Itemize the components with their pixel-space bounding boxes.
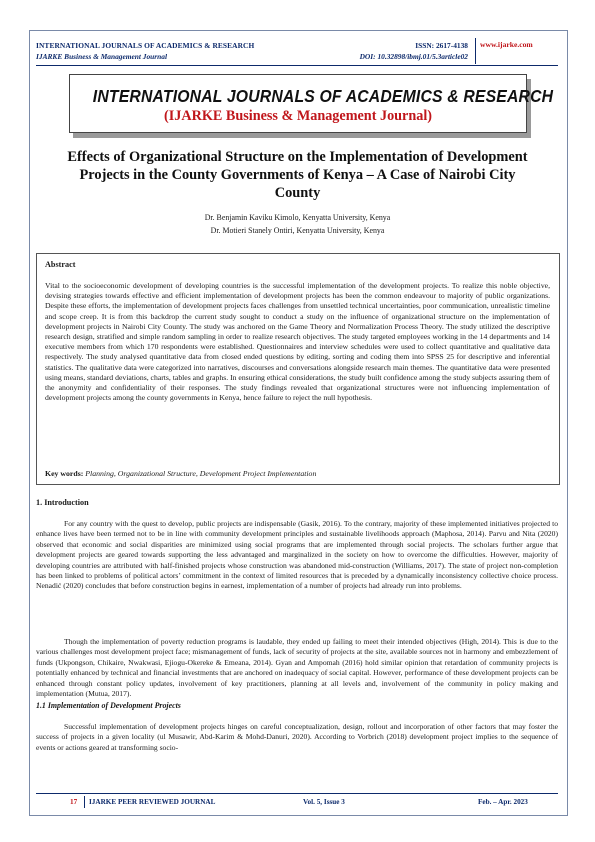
author-1: Dr. Benjamin Kaviku Kimolo, Kenyatta University, Kenya: [204, 213, 391, 222]
header-rule: [36, 65, 558, 66]
article-title: Effects of Organizational Structure on the Implementation of Development Projects in the County Governments of Kenya – A Case of Nairobi City County: [67, 149, 528, 201]
keywords-label: Key words:: [45, 469, 84, 478]
section-heading-introduction: 1. Introduction: [36, 498, 89, 507]
header-website-link[interactable]: www.ijarke.com: [480, 40, 533, 49]
body-paragraph-3: Successful implementation of development projects hinges on careful conceptualization, design, rollout and incorporation of other factors that may foster the success of projects in a given locality (ul Musawir, Abd-Karim & Mohd-Danuri, 2020). According to Vorbrich (2018) development project implies to the sequence of events or actions geared at transforming socio-: [36, 722, 558, 752]
header-journal-subtitle: IJARKE Business & Management Journal: [36, 52, 168, 61]
abstract-text: Vital to the socioeconomic development of developing countries is the successful implementation of the development projects. To realize this noble objective, devising strategies towards effective and efficient implementation of development projects has been the common endeavour to majority of public organizations. Despite these efforts, the implementation of development projects faces challenges from unsettled technical uncertainties, poor communication, unrealistic timeline and scope creep. It is from this backdrop the current study sought to conduct a study on the influence of organizational structure on the implementation of development projects in Nairobi City County. The study was anchored on the Game Theory and Normalization Process Theory. The study utilized the descriptive research design, stratified and simple random sampling in order to realize research objectives. The study targeted employees working in the 14 departments and 14 executive members from which 170 respondents were established. Questionnaires and interview schedules were used to collect quantitative and qualitative data respectively. The study analysed quantitative data from closed ended questions by editing, sorting and coding them into SPSS 25 for descriptive and inferential statistics. The qualitative data were categorized into narratives, discourses and conversations alongside research main themes. The quantitative data were presented using means, standard deviations, charts, tables and graphs. In ensuring ethical considerations, the study built confidence among the study subjects assuring them of the anonymity and confidentiality of their responses. The study findings revealed that organizational structures were not influencing implementation of development projects among the county governments in Kenya, hence failure to reject the null hypothesis.: [45, 281, 550, 403]
subsection-heading: 1.1 Implementation of Development Projects: [36, 701, 181, 710]
body-paragraph-2: Though the implementation of poverty reduction programs is laudable, they ended up failing to meet their intended objectives (High, 2014). This is due to the various challenges most development project face; mismanagement of funds, lack of security of projects at the site, available sources not in harmony and embezzlement of funds (Ukpongson, Chikaire, Nwakwasi, Ejiogu-Okereke & Emeana, 2014). Gyan and Ampomah (2016) hold similar opinion that retardation of community projects is potentially enhanced by technical and financial investments that are anchored on inadequacy of social capital. However, performance of these development projects can be enhanced through constant policy updates, involvement of key practitioners, planning at all levels and, involvement of the community in policy making and implementation (Mutua, 2017).: [36, 637, 558, 699]
body-paragraph-1: For any country with the quest to develop, public projects are indispensable (Gasik, 2016). To the contrary, majority of these implemented initiatives projected to enhance lives have been termed not to be in line with community development principles and sustainable livelihoods approach (Maphosa, 2014). Parvu and Nita (2020) observed that economic and social disparities are minimized using social programs that are implemented through social projects. The scholars further argue that development projects are geared towards supporting the less advantaged and marginalized in the society on how to overcome the difficulties. However, majority of developing countries are attributed with half-finished projects whose construction was abandoned mid-construction (Williams, 2017). The state of project non-completion has been linked to problems of political actors’ commitment in the context of limited resources that is preceded by a dynamically inconsistency collective choice process. Nenadić (2020) concludes that before construction begins in earnest, implementation of a number of projects had already run into problems.: [36, 519, 558, 591]
running-header-right: [359, 40, 468, 61]
footer-volume: Vol. 5, Issue 3: [303, 798, 345, 806]
footer-page-number: 17: [70, 798, 78, 806]
abstract-heading: Abstract: [45, 260, 76, 269]
header-issn: ISSN: 2617-4138: [415, 41, 468, 50]
running-header-left: [36, 40, 254, 62]
footer-date: Feb. – Apr. 2023: [478, 798, 528, 806]
keywords: [45, 469, 550, 478]
header-journal-name: INTERNATIONAL JOURNALS OF ACADEMICS & RESEARCH: [36, 41, 255, 50]
author-list: [100, 212, 495, 237]
banner-journal-subtitle: (IJARKE Business & Management Journal): [164, 108, 432, 124]
header-divider: [475, 38, 476, 64]
abstract-box: [36, 253, 560, 485]
footer-rule: [36, 793, 558, 794]
journal-banner: [69, 74, 554, 133]
footer-journal: IJARKE PEER REVIEWED JOURNAL: [89, 798, 216, 806]
footer-divider: [84, 796, 85, 808]
keywords-text: Planning, Organizational Structure, Development Project Implementation: [85, 469, 317, 478]
author-2: Dr. Motieri Stanely Ontiri, Kenyatta University, Kenya: [210, 225, 385, 235]
banner-journal-name: INTERNATIONAL JOURNALS OF ACADEMICS & RESEARCH: [92, 86, 554, 106]
header-doi: DOI: 10.32898/ibmj.01/5.3article02: [359, 52, 468, 61]
